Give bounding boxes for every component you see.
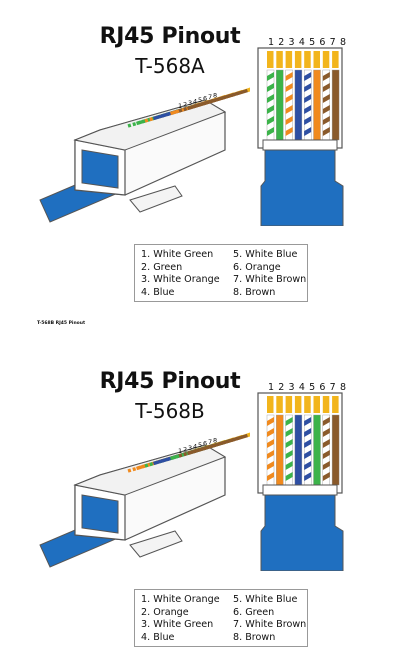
plug-contact-1 [267, 396, 274, 413]
pin-number: 8 [339, 382, 346, 393]
pin-number: 2 [278, 382, 285, 393]
connector-pin-number: 2 [183, 445, 188, 454]
plug-contact-3 [286, 51, 293, 68]
figure-caption: T-568B RJ45 Pinout [37, 321, 86, 326]
pin-number-row [266, 382, 348, 393]
plug-contact-5 [304, 51, 311, 68]
cable-entry [82, 150, 118, 188]
diagram-title: RJ45 Pinout [99, 369, 241, 394]
legend-column-right [233, 249, 306, 300]
plug-wire-4 [295, 415, 302, 485]
strain-relief [263, 140, 337, 150]
connector-pin-number: 1 [178, 102, 183, 110]
legend-column-left [141, 594, 220, 645]
connector-pin-number: 3 [188, 99, 193, 107]
connector-pin-number: 6 [203, 439, 208, 448]
plug-contact-2 [276, 51, 283, 68]
plug-contact-6 [314, 396, 321, 413]
pin-number: 6 [319, 382, 326, 393]
legend-item: 7. White Brown [233, 274, 307, 286]
connector-pin-number: 2 [183, 100, 188, 109]
pin-number: 8 [339, 37, 346, 48]
legend-item: 1. White Orange [141, 594, 220, 605]
plug-cable [261, 495, 343, 571]
legend-item: 6. Green [233, 606, 275, 618]
rj45-connector-illustration [0, 345, 250, 585]
connector-pin-number: 4 [193, 442, 198, 451]
plug-front-view [255, 36, 347, 226]
legend-item: 7. White Brown [233, 619, 307, 631]
plug-wire-6 [314, 70, 321, 140]
pin-number: 4 [298, 37, 305, 48]
legend-column-left [141, 249, 220, 300]
legend-item: 4. Blue [141, 287, 175, 299]
plug-contact-7 [323, 396, 330, 413]
legend-item: 8. Brown [233, 287, 276, 299]
plug-contact-4 [295, 51, 302, 68]
wire-order-legend [134, 244, 308, 302]
pin-number: 5 [309, 382, 316, 393]
legend-item: 2. Orange [141, 606, 189, 618]
legend-item: 5. White Blue [233, 594, 298, 605]
legend-item: 4. Blue [141, 632, 175, 644]
plug-contact-3 [286, 396, 293, 413]
standard-subtitle: T-568B [135, 399, 205, 423]
pin-number: 7 [329, 382, 336, 393]
pin-number: 6 [319, 37, 326, 48]
pinout-panel-t568b [0, 345, 407, 662]
legend-item: 3. White Orange [141, 274, 220, 286]
pin-number: 3 [288, 382, 295, 393]
plug-contact-8 [332, 51, 339, 68]
plug-contact-4 [295, 396, 302, 413]
plug-wire-8 [332, 70, 339, 140]
pin-number: 4 [298, 382, 305, 393]
cable-entry [82, 495, 118, 533]
latch-tab [130, 186, 182, 212]
pin-number: 2 [278, 37, 285, 48]
plug-contact-7 [323, 51, 330, 68]
legend-item: 6. Orange [233, 261, 281, 273]
legend-item: 2. Green [141, 261, 183, 273]
connector-pin-number: 4 [193, 97, 198, 106]
legend-item: 5. White Blue [233, 249, 298, 260]
pin-number: 1 [267, 37, 275, 48]
plug-contact-6 [314, 51, 321, 68]
plug-contact-8 [332, 396, 339, 413]
pin-number: 3 [288, 37, 295, 48]
plug-contact-5 [304, 396, 311, 413]
plug-wire-2 [276, 415, 283, 485]
pin-number-row [266, 37, 348, 48]
diagram-title: RJ45 Pinout [99, 24, 241, 49]
plug-cable [261, 150, 343, 226]
pin-number: 7 [329, 37, 336, 48]
connector-pin-number: 6 [203, 94, 208, 103]
pinout-panel-t568a [0, 0, 407, 320]
connector-pin-number: 7 [208, 438, 213, 446]
connector-pin-number: 7 [208, 93, 213, 101]
legend-item: 8. Brown [233, 632, 276, 644]
connector-pin-number: 8 [213, 91, 218, 100]
legend-item: 1. White Green [141, 249, 214, 260]
plug-wire-4 [295, 70, 302, 140]
plug-wire-8 [332, 415, 339, 485]
connector-pin-number: 5 [198, 441, 203, 449]
pin-number: 5 [309, 37, 316, 48]
legend-item: 3. White Green [141, 619, 214, 631]
pin-number: 1 [267, 382, 275, 393]
connector-pin-number: 3 [188, 444, 193, 452]
rj45-connector-illustration [0, 0, 250, 240]
strain-relief [263, 485, 337, 495]
plug-contact-2 [276, 396, 283, 413]
connector-pin-number: 1 [178, 447, 183, 455]
latch-tab [130, 531, 182, 557]
standard-subtitle: T-568A [135, 54, 205, 78]
connector-pin-number: 5 [198, 96, 203, 104]
plug-front-view [255, 381, 347, 571]
legend-column-right [233, 594, 306, 645]
plug-contact-1 [267, 51, 274, 68]
plug-wire-6 [314, 415, 321, 485]
wire-order-legend [134, 589, 308, 647]
plug-wire-2 [276, 70, 283, 140]
connector-pin-number: 8 [213, 436, 218, 445]
